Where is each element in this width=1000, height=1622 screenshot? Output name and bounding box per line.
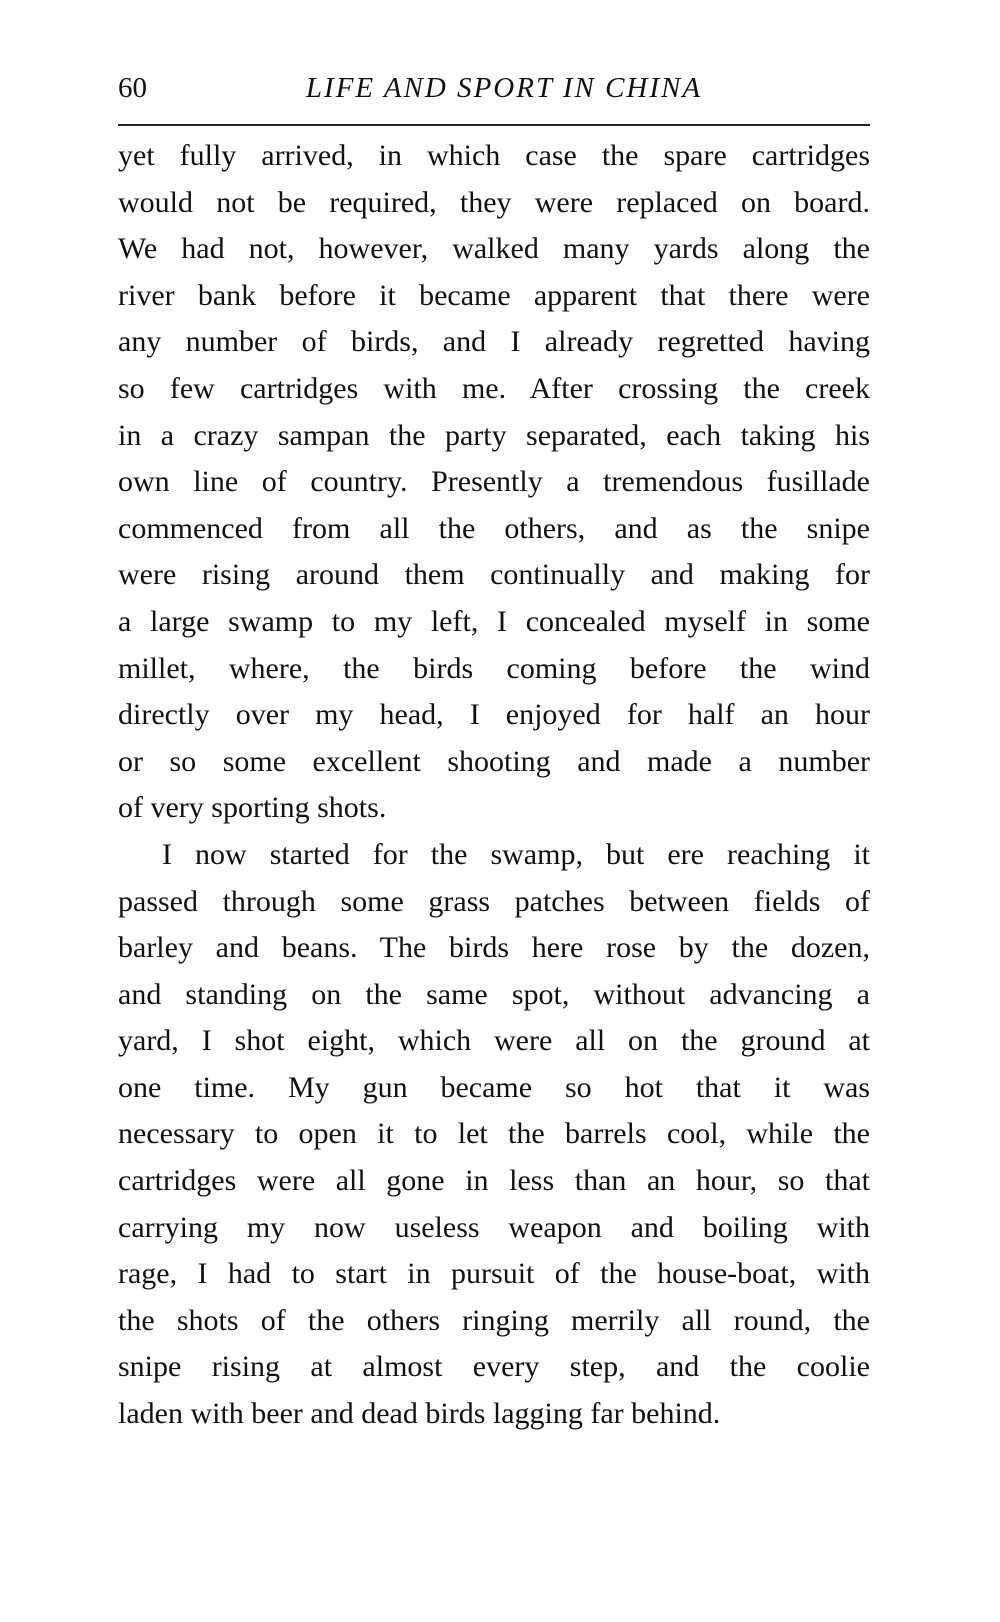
text-line: yard, I shot eight, which were all on the ground at <box>118 1024 870 1058</box>
text-line: own line of country. Presently a tremendous fusillade <box>118 465 870 499</box>
text-line: a large swamp to my left, I concealed myself in some <box>118 604 870 638</box>
text-line: in a crazy sampan the party separated, each taking his <box>118 418 870 452</box>
text-line: or so some excellent shooting and made a number <box>118 744 870 778</box>
page-header <box>118 68 870 108</box>
text-line: barley and beans. The birds here rose by the dozen, <box>118 931 870 965</box>
text-line: so few cartridges with me. After crossing the creek <box>118 371 870 405</box>
text-line: were rising around them continually and making for <box>118 558 870 592</box>
text-line: commenced from all the others, and as the snipe <box>118 511 870 545</box>
running-title: LIFE AND SPORT IN CHINA <box>305 72 703 104</box>
text-line: any number of birds, and I already regretted having <box>118 325 870 359</box>
text-line: yet fully arrived, in which case the spare cartridges <box>118 139 870 172</box>
text-line: one time. My gun became so hot that it was <box>118 1070 870 1104</box>
text-line: river bank before it became apparent that there were <box>118 278 870 312</box>
paragraph-end-line: of very sporting shots. <box>118 791 387 825</box>
text-line: rage, I had to start in pursuit of the house-boat, with <box>118 1257 870 1291</box>
text-line: millet, where, the birds coming before the wind <box>118 651 870 685</box>
paragraph-end-line: laden with beer and dead birds lagging far behind. <box>118 1397 721 1431</box>
text-line: necessary to open it to let the barrels cool, while the <box>118 1117 870 1151</box>
body-text <box>118 133 870 1438</box>
text-line: and standing on the same spot, without advancing a <box>118 977 870 1011</box>
text-line: directly over my head, I enjoyed for half an hour <box>118 698 870 732</box>
page-number: 60 <box>118 72 147 104</box>
text-line: passed through some grass patches between fields of <box>118 884 870 918</box>
text-line: would not be required, they were replaced on board. <box>118 185 870 219</box>
text-line: carrying my now useless weapon and boiling with <box>118 1210 870 1244</box>
text-line: snipe rising at almost every step, and the coolie <box>118 1350 870 1384</box>
header-rule <box>118 124 870 126</box>
text-line: the shots of the others ringing merrily all round, the <box>118 1303 870 1337</box>
text-line: cartridges were all gone in less than an hour, so that <box>118 1164 870 1198</box>
text-line: We had not, however, walked many yards along the <box>118 232 870 266</box>
paragraph-start-line: I now started for the swamp, but ere reaching it <box>162 837 870 871</box>
